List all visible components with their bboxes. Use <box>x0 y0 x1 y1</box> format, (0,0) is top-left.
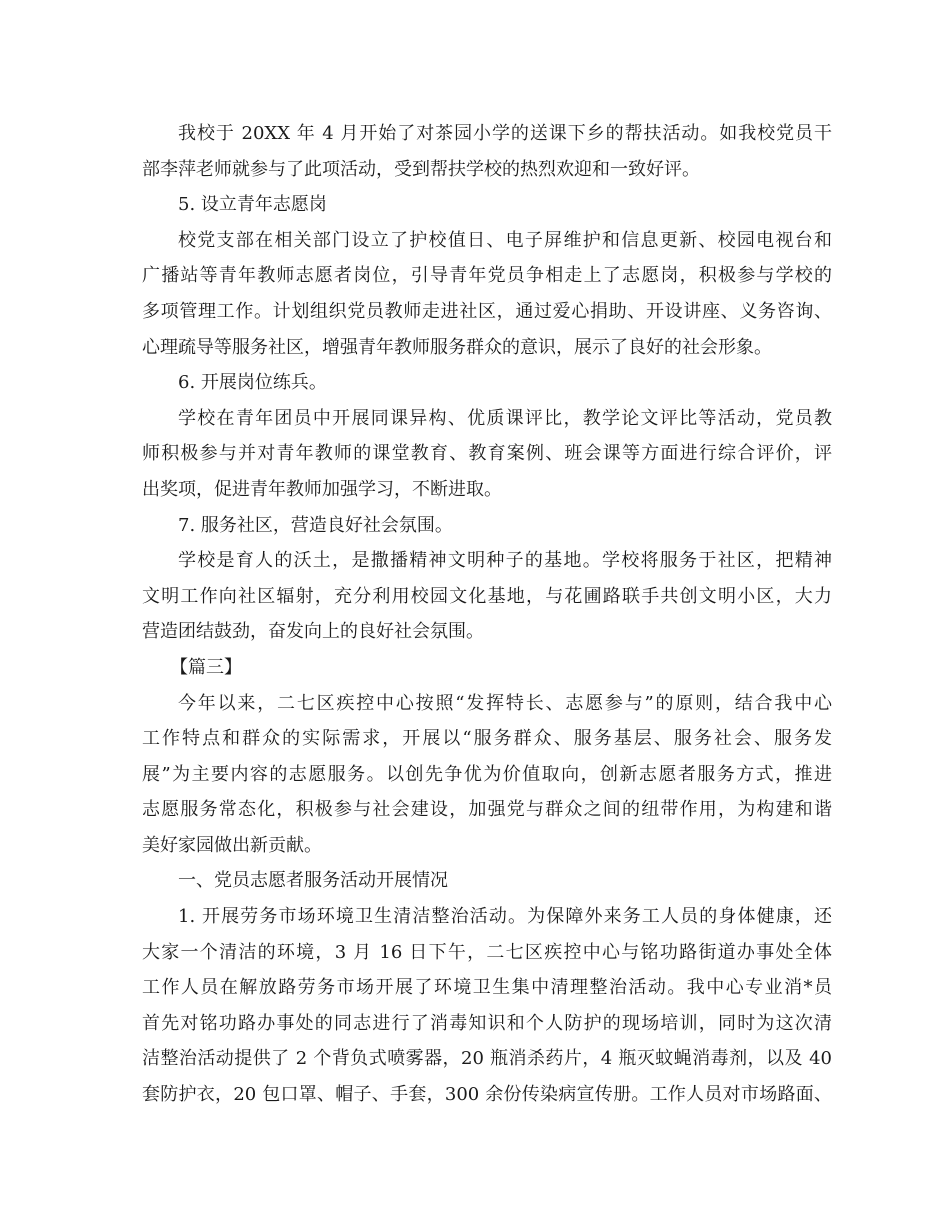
paragraph-line: 部李萍老师就参与了此项活动，受到帮扶学校的热烈欢迎和一致好评。 <box>142 158 700 180</box>
paragraph-line: 首先对铭功路办事处的同志进行了消毒知识和个人防护的现场培训，同时为这次清 <box>142 1012 832 1034</box>
paragraph-line: 展”为主要内容的志愿服务。以创先争优为价值取向，创新志愿者服务方式，推进 <box>142 763 832 785</box>
paragraph-line: 大家一个清洁的环境，3 月 16 日下午，二七区疾控中心与铭功路街道办事处全体 <box>142 941 832 963</box>
paragraph-line: 套防护衣，20 包口罩、帽子、手套，300 余份传染病宣传册。工作人员对市场路面、 <box>142 1084 832 1106</box>
paragraph-line: 学校是育人的沃土，是撒播精神文明种子的基地。学校将服务于社区，把精神 <box>178 550 832 572</box>
paragraph-line: 工作特点和群众的实际需求，开展以“服务群众、服务基层、服务社会、服务发 <box>142 728 832 750</box>
paragraph-line: 多项管理工作。计划组织党员教师走进社区，通过爱心捐助、开设讲座、义务咨询、 <box>142 300 832 322</box>
paragraph-line: 我校于 20XX 年 4 月开始了对茶园小学的送课下乡的帮扶活动。如我校党员干 <box>178 123 832 144</box>
paragraph-line: 美好家园做出新贡献。 <box>142 834 322 856</box>
paragraph-line: 1. 开展劳务市场环境卫生清洁整治活动。为保障外来务工人员的身体健康，还 <box>178 906 832 928</box>
paragraph-line: 广播站等青年教师志愿者岗位，引导青年党员争相走上了志愿岗，积极参与学校的 <box>142 265 832 287</box>
paragraph-line: 营造团结鼓劲，奋发向上的良好社会氛围。 <box>142 621 484 643</box>
paragraph-line: 志愿服务常态化，积极参与社会建设，加强党与群众之间的纽带作用，为构建和谐 <box>142 799 832 821</box>
paragraph-line: 一、党员志愿者服务活动开展情况 <box>178 870 448 892</box>
paragraph-line: 心理疏导等服务社区，增强青年教师服务群众的意识，展示了良好的社会形象。 <box>142 336 772 358</box>
paragraph-line: 7. 服务社区，营造良好社会氛围。 <box>178 514 453 536</box>
section-heading: 【篇三】 <box>170 656 242 678</box>
document-body <box>142 116 832 1113</box>
paragraph-line: 6. 开展岗位练兵。 <box>178 372 327 394</box>
paragraph-line: 洁整治活动提供了 2 个背负式喷雾器，20 瓶消杀药片，4 瓶灭蚊蝇消毒剂，以及 40 <box>142 1048 832 1070</box>
paragraph-line: 师积极参与并对青年教师的课堂教育、教育案例、班会课等方面进行综合评价，评 <box>142 443 832 465</box>
paragraph-line: 校党支部在相关部门设立了护校值日、电子屏维护和信息更新、校园电视台和 <box>178 229 832 251</box>
paragraph-line: 工作人员在解放路劳务市场开展了环境卫生集中清理整治活动。我中心专业消*员 <box>142 977 832 999</box>
paragraph-line: 今年以来，二七区疾控中心按照“发挥特长、志愿参与”的原则，结合我中心 <box>178 692 832 714</box>
paragraph-line: 5. 设立青年志愿岗 <box>178 194 327 216</box>
paragraph-line: 学校在青年团员中开展同课异构、优质课评比，教学论文评比等活动，党员教 <box>178 407 832 429</box>
paragraph-line: 出奖项，促进青年教师加强学习，不断进取。 <box>142 478 502 500</box>
paragraph-line: 文明工作向社区辐射，充分利用校园文化基地，与花圃路联手共创文明小区，大力 <box>142 585 832 607</box>
